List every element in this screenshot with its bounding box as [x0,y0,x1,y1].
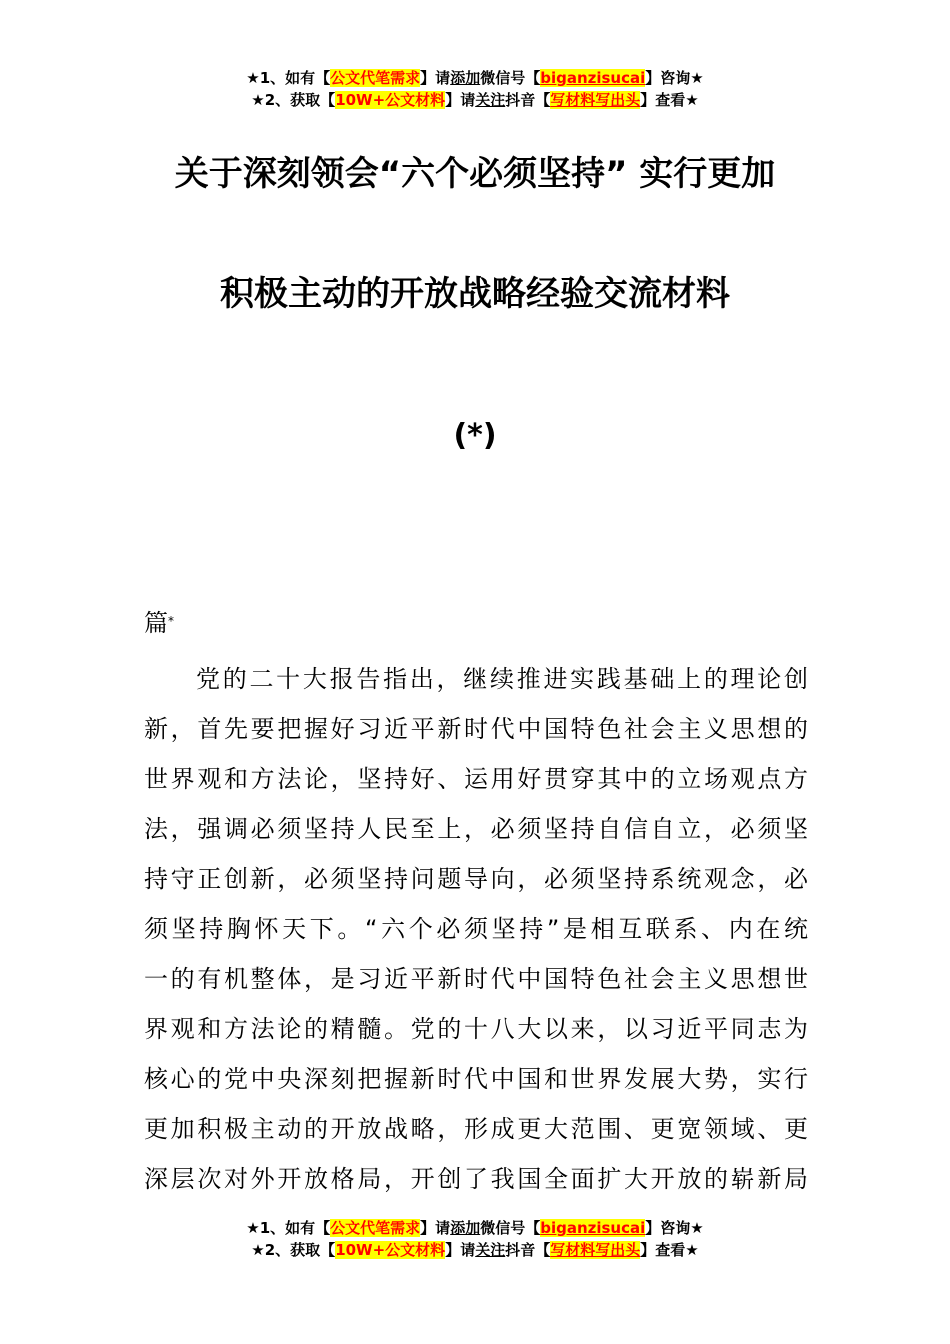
body-line: 核心的党中央深刻把握新时代中国和世界发展大势，实行 [144,1065,808,1093]
section-mark: * [168,614,174,628]
section-label-text: 篇 [144,609,168,637]
promo-underlined: 关注 [475,1241,506,1259]
promo-line-1 [0,1217,950,1239]
body-line: 一的有机整体，是习近平新时代中国特色社会主义思想世 [144,965,808,993]
promo-text: ★2、获取【 [251,1241,336,1259]
body-line: 世界观和方法论，坚持好、运用好贯穿其中的立场观点方 [144,765,808,793]
promo-text: ★1、如有【 [246,69,331,87]
promo-line-2 [0,89,950,111]
body-line: 持守正创新，必须坚持问题导向，必须坚持系统观念，必 [144,865,808,893]
body-line: 新，首先要把握好习近平新时代中国特色社会主义思想的 [144,715,808,743]
body-paragraph [144,654,808,1204]
promo-text: ★1、如有【 [246,1219,331,1237]
promo-text: 抖音【 [505,91,551,109]
promo-text: 微信号【 [480,1219,541,1237]
promo-highlight: 10W+公文材料 [335,91,446,109]
promo-text: 抖音【 [505,1241,551,1259]
promo-text: 】咨询★ [645,69,704,87]
wechat-id-link[interactable]: biganzisucai [540,69,646,87]
body-line: 法，强调必须坚持人民至上，必须坚持自信自立，必须坚 [144,815,808,843]
wechat-id-link[interactable]: biganzisucai [540,1219,646,1237]
body-line: 深层次对外开放格局，开创了我国全面扩大开放的崭新局 [144,1165,808,1193]
promo-text: 】请 [420,69,451,87]
document-title-line-2: 积极主动的开放战略经验交流材料 [220,274,730,314]
promo-underlined: 关注 [475,91,506,109]
body-line: 党的二十大报告指出，继续推进实践基础上的理论创 [196,665,808,693]
document-title-line-1: 关于深刻领会“六个必须坚持” 实行更加 [174,154,776,194]
douyin-account-link[interactable]: 写材料写出头 [550,1241,641,1259]
section-label [144,608,174,638]
promo-text: 】请 [445,1241,476,1259]
douyin-account-link[interactable]: 写材料写出头 [550,91,641,109]
promo-text: 】请 [445,91,476,109]
promo-highlight: 10W+公文材料 [335,1241,446,1259]
promo-underlined: 添加 [450,69,481,87]
body-line: 更加积极主动的开放战略，形成更大范围、更宽领域、更 [144,1115,808,1143]
body-line: 界观和方法论的精髓。党的十八大以来，以习近平同志为 [144,1015,808,1043]
promo-footer [0,1217,950,1261]
promo-text: 微信号【 [480,69,541,87]
promo-text: 】查看★ [640,1241,699,1259]
promo-text: 】咨询★ [645,1219,704,1237]
promo-text: ★2、获取【 [251,91,336,109]
promo-highlight: 公文代笔需求 [330,69,421,87]
promo-underlined: 添加 [450,1219,481,1237]
promo-highlight: 公文代笔需求 [330,1219,421,1237]
promo-text: 】请 [420,1219,451,1237]
body-line: 须坚持胸怀天下。“六个必须坚持”是相互联系、内在统 [144,915,808,943]
document-title-line-3: (*) [453,418,497,453]
promo-line-2 [0,1239,950,1261]
promo-text: 】查看★ [640,91,699,109]
promo-header [0,67,950,111]
promo-line-1 [0,67,950,89]
